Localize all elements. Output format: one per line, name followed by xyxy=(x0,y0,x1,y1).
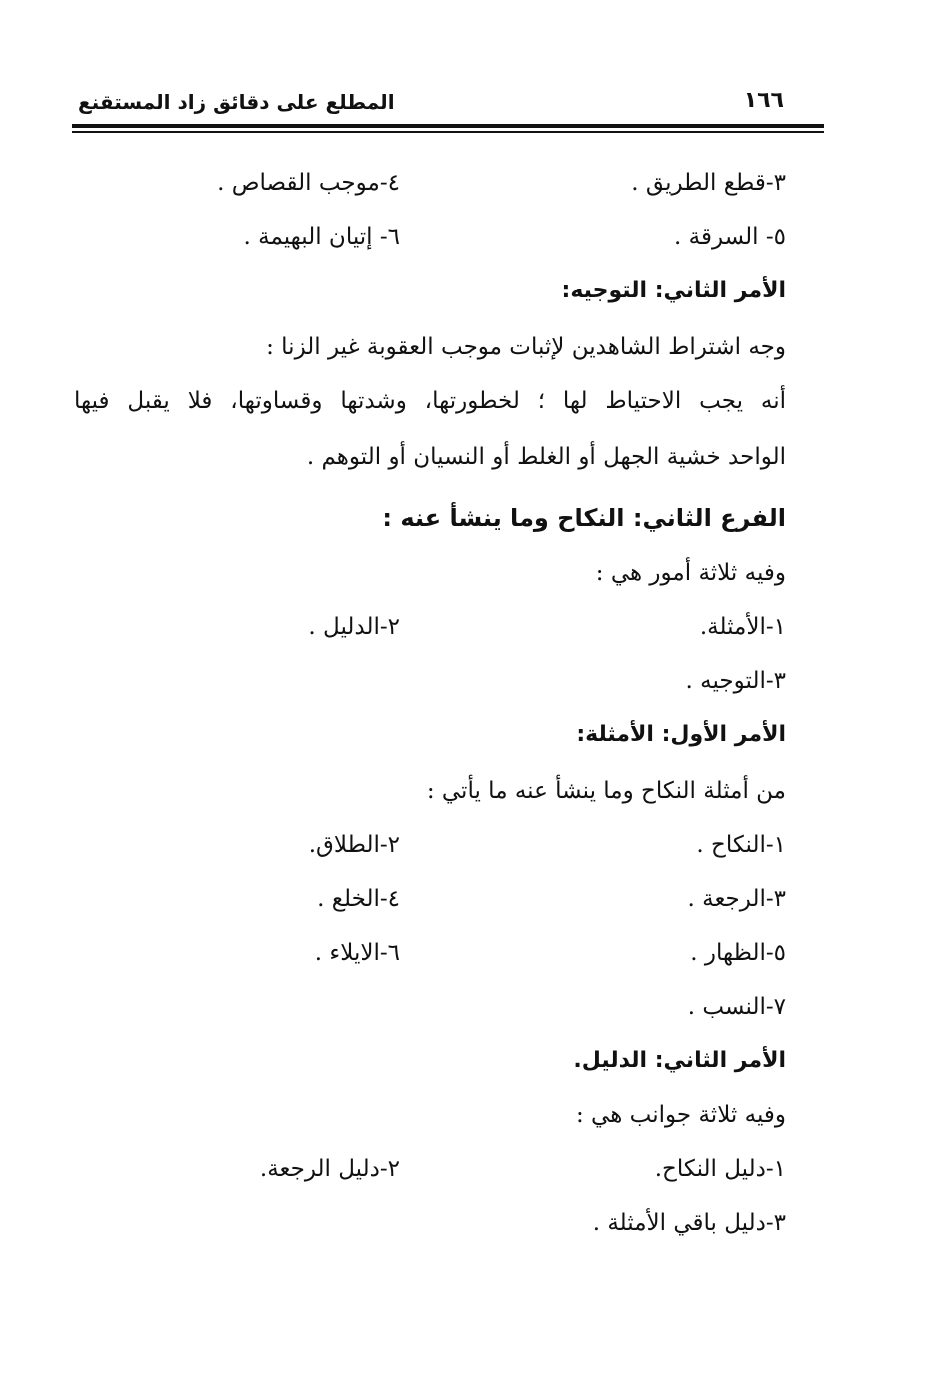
list-item: ٥- السرقة . xyxy=(674,224,786,250)
list-item: ٢-الدليل . xyxy=(308,614,400,640)
list-item: ٤-الخلع . xyxy=(317,886,400,912)
list-item: ٦-الايلاء . xyxy=(314,940,400,966)
list-item: ٢-دليل الرجعة. xyxy=(259,1156,400,1182)
list-item: ٤-موجب القصاص . xyxy=(217,170,400,196)
section-heading: الأمر الأول: الأمثلة: xyxy=(576,722,786,747)
list-item: ٣-التوجيه . xyxy=(685,668,786,694)
section-heading: الأمر الثاني: الدليل. xyxy=(573,1048,786,1073)
list-item: ٢-الطلاق. xyxy=(308,832,400,858)
paragraph-line: وفيه ثلاثة جوانب هي : xyxy=(576,1102,786,1128)
header-rule-thin xyxy=(72,131,824,133)
list-item: ١-دليل النكاح. xyxy=(654,1156,786,1182)
list-item: ٧-النسب . xyxy=(687,994,786,1020)
list-item: ٣-قطع الطريق . xyxy=(631,170,786,196)
list-item: ١-النكاح . xyxy=(696,832,786,858)
list-item: ٥-الظهار . xyxy=(690,940,786,966)
page-number: ١٦٦ xyxy=(743,88,784,113)
paragraph-line: أنه يجب الاحتياط لها ؛ لخطورتها، وشدتها وقساوتها، فلا يقبل فيها xyxy=(74,388,786,414)
list-item: ٣-دليل باقي الأمثلة . xyxy=(592,1210,786,1236)
list-item: ٣-الرجعة . xyxy=(687,886,786,912)
header-rule-thick xyxy=(72,124,824,128)
list-item: ١-الأمثلة. xyxy=(699,614,786,640)
paragraph-line: الواحد خشية الجهل أو الغلط أو النسيان أو التوهم . xyxy=(306,444,786,470)
branch-heading: الفرع الثاني: النكاح وما ينشأ عنه : xyxy=(382,504,786,532)
running-header-title: المطلع على دقائق زاد المستقنع xyxy=(78,90,395,114)
section-heading: الأمر الثاني: التوجيه: xyxy=(561,278,786,303)
paragraph-line: من أمثلة النكاح وما ينشأ عنه ما يأتي : xyxy=(426,778,786,804)
paragraph-line: وجه اشتراط الشاهدين لإثبات موجب العقوبة غير الزنا : xyxy=(266,334,786,360)
paragraph-line: وفيه ثلاثة أمور هي : xyxy=(595,560,786,586)
list-item: ٦- إتيان البهيمة . xyxy=(243,224,400,250)
